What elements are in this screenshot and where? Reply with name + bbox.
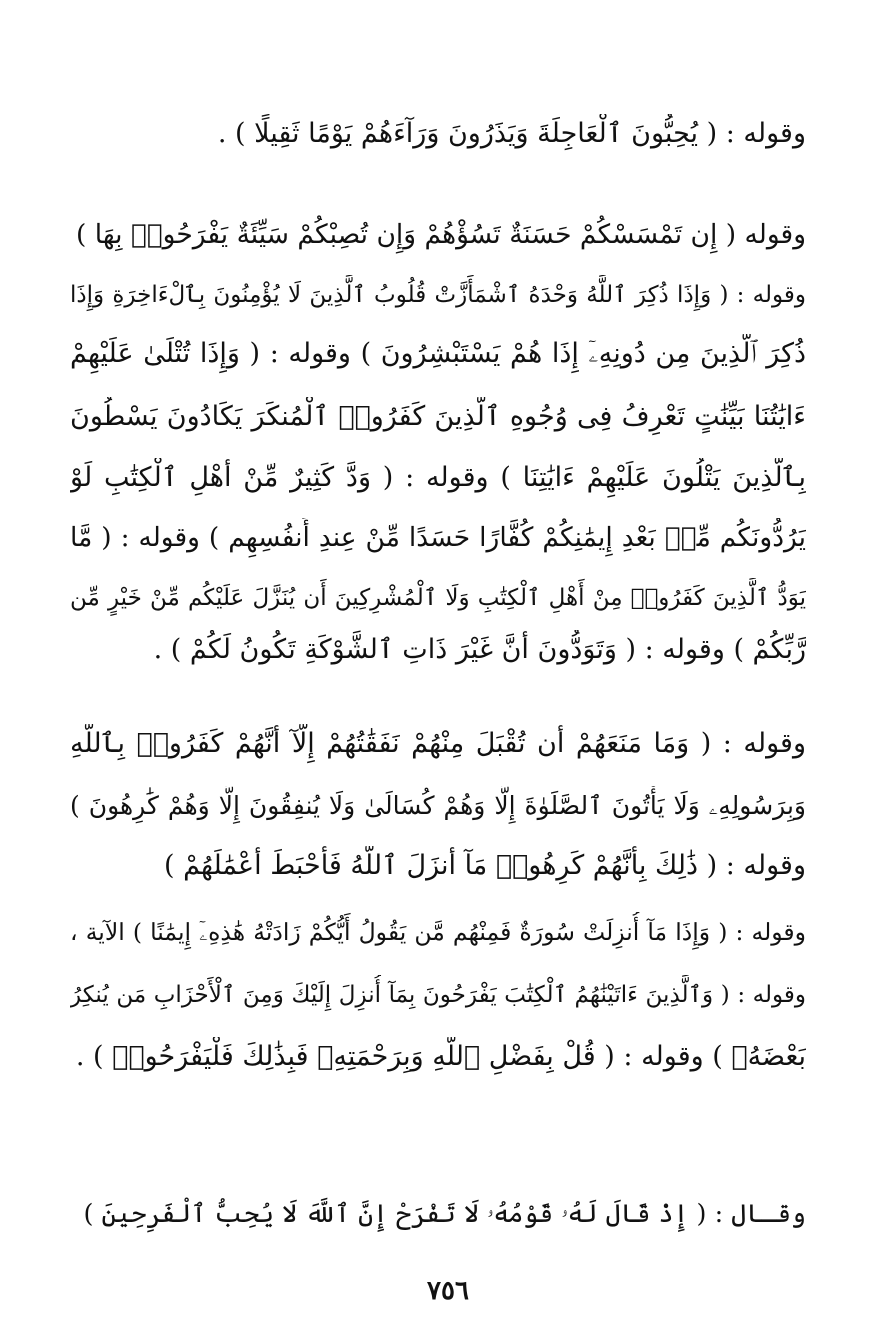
text-line: وقوله : ( وَإِذَا مَآ أُنزِلَتْ سُورَةٌ فَمِنْهُم مَّن يَقُولُ أَيُّكُمْ زَادَتْهُ هَٰذِهِۦٓ إِيمَٰنًا ) الآية ، (70, 918, 806, 946)
page-number: ٧٥٦ (427, 1276, 469, 1306)
text-line: ءَايَٰتُنَا بَيِّنَٰتٍ تَعْرِفُ فِى وُجُوهِ ٱلَّذِينَ كَفَرُوا۟ ٱلْمُنكَرَ يَكَادُونَ يَسْطُونَ (70, 401, 806, 432)
text-line: وقوله : ( وَإِذَا ذُكِرَ ٱللَّهُ وَحْدَهُ ٱشْمَأَزَّتْ قُلُوبُ ٱلَّذِينَ لَا يُؤْمِنُونَ بِٱلْءَاخِرَةِ وَإِذَا (70, 282, 806, 308)
text-line: بَعْضَهُۥ ) وقوله : ( قُلْ بِفَضْلِ ٱللَّهِ وَبِرَحْمَتِهِۦ فَبِذَٰلِكَ فَلْيَفْرَحُوا۟ ) . (75, 1041, 806, 1072)
text-line: بِٱلَّذِينَ يَتْلُونَ عَلَيْهِمْ ءَايَٰتِنَا ) وقوله : ( وَدَّ كَثِيرٌ مِّنْ أَهْلِ ٱلْكِتَٰبِ لَوْ (70, 462, 806, 493)
text-line: وقوله : ( وَٱلَّذِينَ ءَاتَيْنَٰهُمُ ٱلْكِتَٰبَ يَفْرَحُونَ بِمَآ أُنزِلَ إِلَيْكَ وَمِنَ ٱلْأَحْزَابِ مَن يُنكِرُ (70, 982, 806, 1008)
text-line: وقوله ( إِن تَمْسَسْكُمْ حَسَنَةٌ تَسُؤْهُمْ وَإِن تُصِبْكُمْ سَيِّئَةٌ يَفْرَحُوا۟ بِهَا ) (76, 219, 806, 250)
text-line: وقوله : ( وَمَا مَنَعَهُمْ أَن تُقْبَلَ مِنْهُمْ نَفَقَٰتُهُمْ إِلَّآ أَنَّهُمْ كَفَرُوا۟ بِٱللَّهِ (70, 728, 806, 759)
text-line: وَبِرَسُولِهِۦ وَلَا يَأْتُونَ ٱلصَّلَوٰةَ إِلَّا وَهُمْ كُسَالَىٰ وَلَا يُنفِقُونَ إِلَّا وَهُمْ كَٰرِهُونَ ) (70, 791, 806, 820)
text-line: وقوله : ( يُحِبُّونَ ٱلْعَاجِلَةَ وَيَذَرُونَ وَرَآءَهُمْ يَوْمًا ثَقِيلًا ) . (217, 118, 806, 149)
text-line: يَرُدُّونَكُم مِّنۢ بَعْدِ إِيمَٰنِكُمْ كُفَّارًا حَسَدًا مِّنْ عِندِ أَنفُسِهِم ) وقوله : ( مَّا (70, 522, 806, 553)
text-line: وقوله : ( ذَٰلِكَ بِأَنَّهُمْ كَرِهُوا۟ مَآ أَنزَلَ ٱللَّهُ فَأَحْبَطَ أَعْمَٰلَهُمْ ) (163, 850, 806, 881)
text-line: رَّبِّكُمْ ) وقوله : ( وَتَوَدُّونَ أَنَّ غَيْرَ ذَاتِ ٱلشَّوْكَةِ تَكُونُ لَكُمْ ) . (153, 634, 806, 665)
text-line: وقـال : ( إِذْ قَالَ لَهُۥ قَوْمُهُۥ لَا تَفْرَحْ إِنَّ ٱللَّهَ لَا يُحِبُّ ٱلْفَرِحِينَ ) (83, 1199, 806, 1229)
text-line: ذُكِرَ ٱلَّذِينَ مِن دُونِهِۦٓ إِذَا هُمْ يَسْتَبْشِرُونَ ) وقوله : ( وَإِذَا تُتْلَىٰ عَلَيْهِمْ (70, 338, 806, 369)
text-line: يَوَدُّ ٱلَّذِينَ كَفَرُوا۟ مِنْ أَهْلِ ٱلْكِتَٰبِ وَلَا ٱلْمُشْرِكِينَ أَن يُنَزَّلَ عَلَيْكُم مِّنْ خَيْرٍ مِّن (70, 585, 806, 611)
